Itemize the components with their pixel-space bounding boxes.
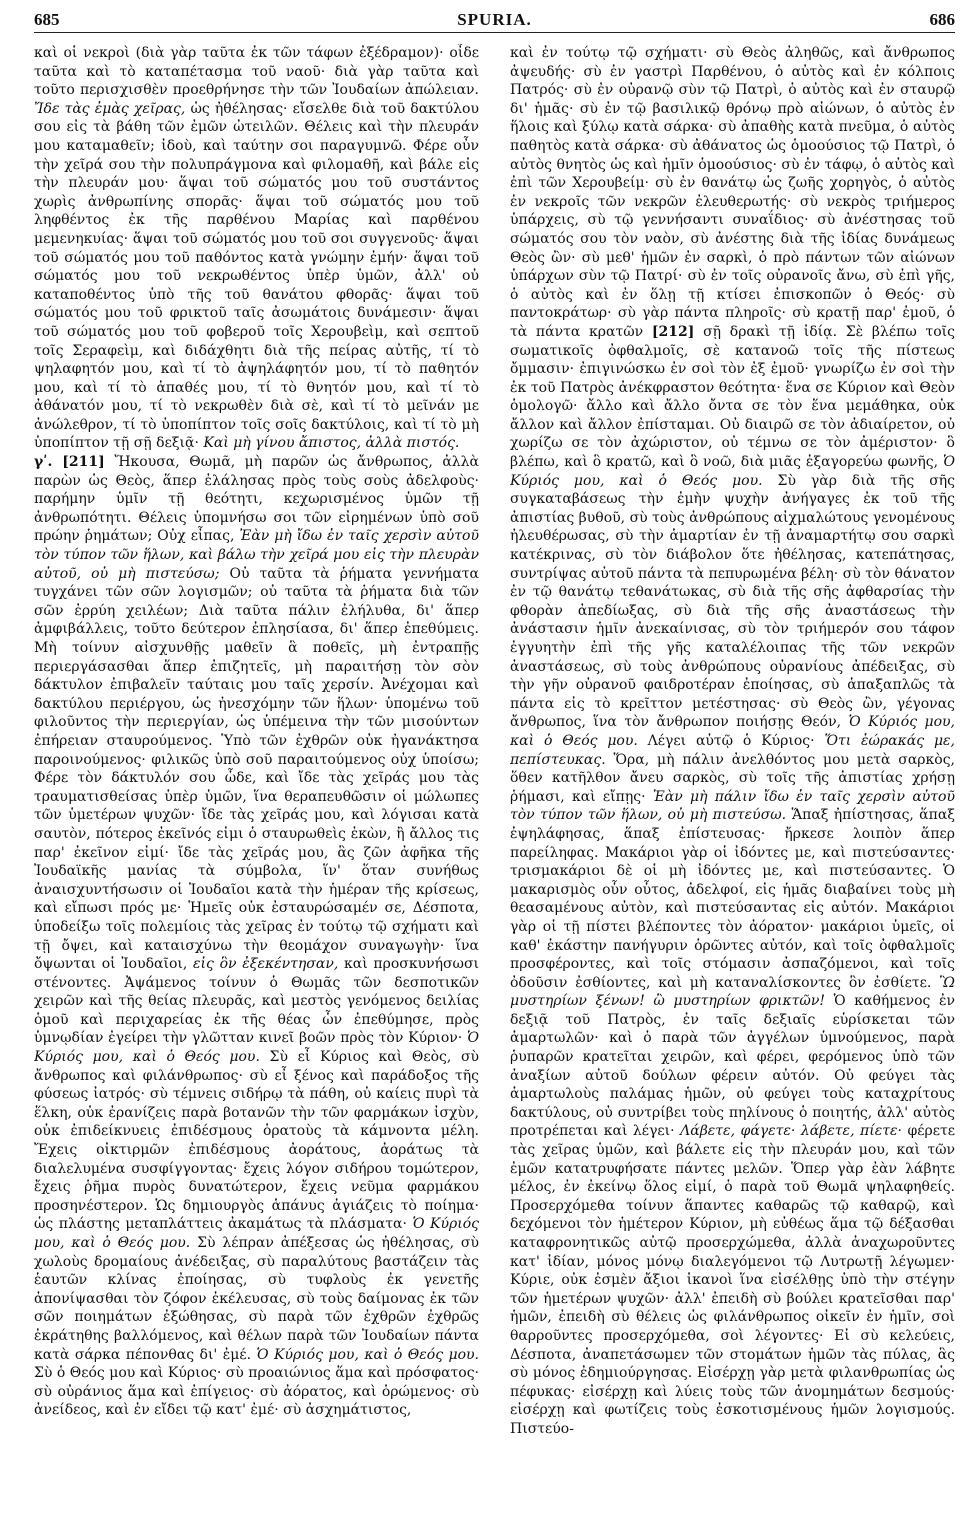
paragraph — [34, 44, 479, 453]
scripture-quote: Ὢ μυστηρίων ξένων! ὢ μυστηρίων φρικτῶν! — [510, 974, 955, 1010]
text-run: Σὺ εἶ Κύριος καὶ Θεὸς, σὺ ἄνθρωπος καὶ φιλάνθρωπος· σὺ εἶ ξένος καὶ παράδοξος τῆς φύσεως ἰατρός· σὺ τέμνεις σιδήρῳ τὰ πάθη, οὐ καίεις πυρὶ τὰ ἕλκη, οὐκ ἐρανίζεις παρὰ βοτανῶν τὴν τῶν φαρμάκων ἰσχὺν, οὐκ ἐπιδείκνυεις ἐπιδέσμους ὁρατοὺς τὰ κάμνοντα μέλη. Ἔχεις οἰκτιρμῶν ἐπιδέσμους ἀοράτους, ἀοράτως τὰ διαλελυμένα συσφίγγοντας· ἔχεις λόγον σιδήρου τομώτερον, ἔχεις ῥῆμα πυρὸς δυνατώτερον, ἔχεις νεῦμα φαρμάκου προσηνέστερον. Ὡς δημιουργὸς ἁπάνυς ἀγιάζεις τὸ ποίημα· ὡς πλάστης μεταπλάττεις ἀκαμάτως τὰ πλάσματα· — [34, 1049, 479, 1233]
text-run: Λέγει αὐτῷ ὁ Κύριος· — [647, 732, 815, 749]
text-run: Ἤκουσα, Θωμᾶ, μὴ παρῶν ὡς ἄνθρωπος, ἀλλὰ παρὼν ὡς Θεὸς, ἅπερ ἐλάλησας πρὸς τοὺς σοὺς ἀδελφοὺς· παρήμην ὑμῖν τῇ θεότητι, κεχωρισμένος ὑμῶν τῇ ἀνθρωπότητι. Θέλεις ὑπομνήσω σοι τῶν εἰρημένων ὑπὸ σοῦ πρώην ῥημάτων; Οὐχ εἶπας, — [34, 454, 479, 545]
paragraph — [34, 453, 479, 1420]
scripture-quote: εἰς ὃν ἐξεκέντησαν, — [193, 956, 339, 973]
scripture-quote: Ἐὰν μὴ πάλιν ἴδω ἐν ταῖς χερσὶν αὐτοῦ τὸν τύπον τῶν ἥλων, οὐ μὴ πιστεύσω. — [510, 788, 955, 824]
text-run: Σὺ ὁ Θεός μου καὶ Κύριος· σὺ προαιώνιος ἅμα καὶ πρόσφατος· σὺ οὐράνιος ἅμα καὶ ἐπίγειος· σὺ ἀόρατος, καὶ ὁρώμενος· σὺ ἀνείδεος, καὶ ἐν εἴδει τῷ κατ' ἐμέ· σὺ ἀσχημάτιστος, — [34, 1365, 479, 1419]
text-run: Σὺ λέπραν ἀπέξεσας ὡς ἠθέλησας, σὺ χωλοὺς δρομαίους ἀνέδειξας, σὺ παραλύτους βαστάζειν τὰς ἑαυτῶν κλίνας ἐποίησας, σὺ τυφλοὺς ἐκ γενετῆς ἀπονίψασθαι τὸν ζόφον ἐκέλευσας, σὺ τοὺς δαίμονας ἐκ τῶν σῶν ποιημάτων ἐξώθησας, σὺ παρὰ τῶν ἐχθρῶν ἐχθρῶς ἐκράτηθης βαλλόμενος, καὶ θέλων παρὰ τῶν Ἰουδαίων πάντα κατὰ σάρκα πέπονθας δι' ἐμέ. — [34, 1235, 479, 1363]
left-column — [34, 44, 479, 1530]
text-run: ὡς ἠθέλησας· εἴσελθε διὰ τοῦ δακτύλου σου εἰς τὰ βάθη τῶν ἐμῶν ὠτειλῶν. Θέλεις καὶ τὴν πλευράν μου καταμαθεῖν; ἰδοὺ, καὶ ταύτην σοι παραγυμνῶ. Φέρε οὖν τὴν χεῖρά σου τὴν πολυπράγμονα καὶ φιλομαθῆ, καὶ βάλε εἰς τὴν πλευράν μου· ἅψαι τοῦ σώματός μου τοῦ συστάντος χωρὶς ἀνθρωπίνης σπορᾶς· ἅψαι τοῦ σώματός μου τοῦ ληφθέντος ἐκ τῆς παρθένου Μαρίας καὶ παρθένου μεμενηκυίας· ἅψαι τοῦ σώματός μου τοῦ σοι συγγενοῦς· ἅψαι τοῦ σώματός μου τοῦ παθόντος κατὰ γνώμην ἐμήν· ἅψαι τοῦ σώματός μου τοῦ νεκρωθέντος ὑπὲρ ὑμῶν, ἀλλ' οὐ καταποθέντος ὑπὸ τῆς τοῦ θανάτου φθορᾶς· ἅψαι τοῦ σώματός μου τοῦ φρικτοῦ ταῖς ἀσωμάτοις δυνάμεσιν· ἅψαι τοῦ σώματός μου τοῦ φοβεροῦ τοῖς Χερουβεὶμ, καὶ σεπτοῦ τοῖς Σεραφεὶμ, καὶ διδάχθητι διὰ τῆς πείρας αὐτῆς, τί τὸ ψηλαφητόν μου, καὶ τί τὸ ἀψηλάφητόν μου, τί τὸ παθητόν μου, καὶ τί τὸ ἀπαθές μου, τί τὸ θνητόν μου, καὶ τί τὸ ἀθάνατόν μου, τί τὸ νεκρωθὲν διὰ σὲ, καὶ τί τὸ μεῖνάν με ἀνώλεθρον, τί τὸ ὑποπίπτον τοῖς σοῖς δακτύλοις, καὶ τί τὸ μὴ ὑποπίπτον τῇ σῇ δεξιᾷ· — [34, 100, 479, 452]
scripture-quote: Ἐὰν μὴ ἴδω ἐν ταῖς χερσὶν αὐτοῦ τὸν τύπον τῶν ἥλων, καὶ βάλω τὴν χεῖρά μου εἰς τὴν πλευρὰν αὐτοῦ, οὐ μὴ πιστεύσω; — [34, 528, 479, 582]
right-page-number: 686 — [929, 10, 955, 29]
scripture-quote: Καὶ μὴ γίνου ἄπιστος, ἀλλὰ πιστός. — [203, 435, 460, 452]
text-run: Οὐ ταῦτα τὰ ῥήματα γεννήματα τυγχάνει τῶν σῶν λογισμῶν; οὐ ταῦτα τὰ ῥήματα διὰ τῶν σῶν ἐρρύη χειλέων; Διὰ ταῦτα πάλιν ἐλήλυθα, δι' ἅπερ ἀμφιβάλλεις, τοῦτο δεύτερον ἐπλησίασα, δι' ἅπερ ἐπεθύμεις. Μὴ τοίνυν αἰσχυνθῇς μαθεῖν ἃ ποθεῖς, μὴ ἐντραπῇς περιεργάσασθαι ἅπερ ἐπιζητεῖς, μὴ παραιτήσῃ τὸν σὸν δάκτυλον ἐπιβαλεῖν ταύταις μου ταῖς χερσίν. Ἀνέχομαι καὶ δακτύλου περιέργου, ὡς ἠνεσχόμην τῶν ἥλων· ὑπομένω τοῦ φιλοῦντος τὴν περιεργίαν, ὡς ὑπέμεινα τὴν τῶν μισούντων ἐπήρειαν σταυρούμενος. Ὑπὸ τῶν ἐχθρῶν οὐκ ἠγανάκτησα παροινούμενος· φιλικῶς ὑπὸ σοῦ παραιτούμενος οὐχ ὑποίσω; Φέρε τὸν δάκτυλόν σου ὧδε, καὶ ἴδε τὰς χεῖράς μου τὰς τραυματισθείσας ὑπὲρ ὑμῶν, ἵνα θεραπευθῶσιν οἱ μώλωπες τῶν ὑμετέρων ψυχῶν· ἴδε τὰς χεῖράς μου, καὶ λόγισαι κατὰ σαυτὸν, πότερος ἐκεῖνός εἰμι ὁ σταυρωθεὶς ἑκὼν, ἢ ἄλλος τις παρ' ἐκεῖνον εἰμί· ἴδε τὰς χεῖράς μου, ἃς ζῶν ἀφῆκα τῆς Ἰουδαϊκῆς μανίας τὰ σύμβολα, ἵν' ὅταν συνήθως ἀναισχυντήσωσιν οἱ Ἰουδαῖοι κατὰ τὴν ἡμέραν τῆς κρίσεως, καὶ εἴπωσι πρός με· Ἡμεῖς οὐκ ἐσταυρώσαμέν σε, Δέσποτα, ὑποδείξω τοῖς πολεμίοις τὰς χεῖρας ἐν τούτῳ τῷ σχήματι καὶ τῇ ὄψει, καὶ καταισχύνω τὴν θεομάχον συναγωγὴν· ἵνα ὄψωνται οἱ Ἰουδαῖοι, — [34, 565, 479, 973]
text-run: Ὅρα, μὴ πάλιν ἀνελθόντος μου μετὰ σαρκὸς, ὅθεν κατῆλθον ἄνευ σαρκὸς, σὺ τοῖς τῆς ἀπιστίας χρήσῃ ῥήμασι, καὶ εἴπῃς· — [510, 751, 955, 805]
right-column — [510, 44, 955, 1530]
scripture-quote: Ἴδε τὰς ἐμὰς χεῖρας, — [34, 100, 186, 117]
scripture-quote: Ὁ Κύριός μου, καὶ ὁ Θεός μου. — [256, 1346, 479, 1363]
text-run: καὶ ἐν τούτῳ τῷ σχήματι· σὺ Θεὸς ἀληθῶς, καὶ ἄνθρωπος ἀψευδής· σὺ ἐν γαστρὶ Παρθένου, ὁ αὐτὸς καὶ ἐν κόλποις Πατρός· σὺ ἐν οὐρανῷ σὺν τῷ Πατρὶ, ὁ αὐτὸς καὶ ἐν σταυρῷ δι' ἡμᾶς· σὺ ἐν τῷ βασιλικῷ θρόνῳ πρὸ αἰώνων, ὁ αὐτὸς ἐν ἥλοις καὶ ξύλῳ κατὰ σάρκα· σὺ ἀπαθὴς κατὰ πνεῦμα, ὁ αὐτὸς παθητὸς κατὰ σάρκα· σὺ ἀθάνατος ὡς ὁμοούσιος τῷ Πατρὶ, ὁ αὐτὸς θνητὸς ὡς καὶ ἡμῖν ὁμοούσιος· σὺ ἐν τάφῳ, ὁ αὐτὸς καὶ ἐπὶ τῶν Χερουβείμ· σὺ ἐν θανάτῳ ὡς ζωῆς χορηγὸς, ὁ αὐτὸς ἐν νεκροῖς τῶν νεκρῶν ἐλευθερωτής· σὺ νεκρὸς τριήμερος ὑπάρχεις, σὺ τῷ γεννήσαντι συναΐδιος· σὺ ἀνέστησας τοῦ σώματός σου τὸν ναὸν, σὺ ἀνέστης διὰ τῆς ἰδίας δυνάμεως Θεὸς ὢν· σὺ μεθ' ἡμῶν ἐν σαρκὶ, ὁ πρὸ πάντων τῶν αἰώνων ὑπάρχων σὺν τῷ Πατρί· σὺ ἐν τοῖς οὐρανοῖς ἄνω, σὺ ἐπὶ γῆς, ὁ αὐτὸς καὶ ἐν ὅλῃ τῇ κτίσει ἐπισκοπῶν ὁ Θεός· σὺ παντοκράτωρ· σὺ γὰρ πάντα πληροῖς· σὺ κρατῇ παρ' ἐμοῦ, ὁ τὰ πάντα κρατῶν — [510, 45, 955, 340]
scripture-quote: Ὁ Κύριός μου, καὶ ὁ Θεός μου. — [34, 1030, 479, 1066]
text-run: σῇ δρακὶ τῇ ἰδίᾳ. Σὲ βλέπω τοῖς σωματικοῖς ὀφθαλμοῖς, σὲ κατανοῶ τοῖς τῆς πίστεως ὄμμασιν· ἐπιγινώσκω ἐν σοὶ τὸν ἐξ ἐμοῦ· γνωρίζω ἐν σοὶ τὴν ἐκ τοῦ Πατρὸς ἀνέκφραστον θεότητα· ἕνα σε Κύριον καὶ Θεὸν ὁμολογῶ· ἄλλο καὶ ἄλλο ὄντα σε τὸν ἕνα μεμάθηκα, οὐκ ἄλλον καὶ ἄλλον ἐπίσταμαι. Οὐ διαιρῶ σε τὸν ἀδιαίρετον, οὐ χωρίζω σε τὸν ἀχώριστον, οὐ τέμνω σε τὸν ἀμέριστον· ὃ βλέπω, καὶ ὃ κρατῶ, καὶ ὃ νοῶ, διὰ μιᾶς ἐξαγορεύω φωνῆς, — [510, 323, 955, 471]
left-page-number: 685 — [34, 10, 60, 29]
scripture-quote: Ὁ Κύριός μου, καὶ ὁ Θεός μου. — [34, 1216, 479, 1251]
section-marker: [212] — [651, 323, 695, 340]
text-run: καὶ προσκυνήσωσι στένοντες. Ἀψάμενος τοίνυν ὁ Θωμᾶς τῶν δεσποτικῶν χειρῶν καὶ τῆς θείας πλευρᾶς, καὶ μεστὸς γενόμενος δειλίας ὁμοῦ καὶ περιχαρείας ἐκ τῆς θέας ὧν ἐπεθύμησε, πρὸς ὑμνῳδίαν ἐγείρει τὴν γλῶτταν κινεῖ βοῶν πρὸς τὸν Κύριον· — [34, 956, 479, 1047]
scripture-quote: Λάβετε, φάγετε· λάβετε, πίετε· — [680, 1123, 902, 1140]
paragraph — [510, 44, 955, 1439]
running-header — [34, 8, 955, 33]
scripture-quote: Ὁ Κύριός μου, καὶ ὁ Θεός μου. — [510, 714, 955, 749]
text-run: Σὺ γὰρ διὰ τῆς σῆς συγκαταβάσεως τὴν ἐμὴν ψυχὴν ἀνήγαγες ἐκ τοῦ τῆς ἀπιστίας βυθοῦ, σὺ τοὺς ἀνθρώπους αἰχμαλώτους γενομένους ἠλευθέρωσας, σὺ τὴν ἁμαρτίαν ἐν τῇ ἀναμαρτήτῳ σου σαρκὶ κατέκρινας, σὺ τὸν διάβολον ὅτε ἠθέλησας, κατεπάτησας, συντρίψας αὐτοῦ πάντα τὰ πεπυρωμένα βέλη· σὺ τὸν θάνατον ἐν τῷ θανάτῳ τεθανάτωκας, σὺ διὰ τῆς σῆς ἀφθαρσίας τὴν φθορὰν ἀπεδίωξας, σὺ διὰ τῆς σῆς ἀναστάσεως τὴν ἀνάστασιν ἡμῖν ἀνεκαίνισας, σὺ τὸν τριήμερόν σου τάφον ἐγγυητὴν ἐπὶ τῆς γῆς καταλέλοιπας τῆς τῶν νεκρῶν ἀναστάσεως, σὺ τοὺς ἀνθρώπους οὐρανίους ἀπέδειξας, σὺ τὴν γῆν οὐρανοῦ φαιδροτέραν ἐποίησας, σὺ ἁπαξαπλῶς τὰ πάντα εἰς τὸ κρεῖττον μετέστησας· σὺ Θεὸς ὢν, γέγονας ἄνθρωπος, ἵνα τὸν ἄνθρωπον ποιήσῃς Θεόν, — [510, 472, 955, 731]
scripture-quote: Ὅτι ἑώρακάς με, πεπίστευκας. — [510, 732, 955, 768]
running-title: SPURIA. — [457, 10, 532, 29]
text-run: καὶ οἱ νεκροὶ (διὰ γὰρ ταῦτα ἐκ τῶν τάφων ἐξέδραμον)· οἶδε ταῦτα καὶ τὸ καταπέτασμα τοῦ ναοῦ· διὰ γὰρ ταῦτα καὶ τοῦτο περισχισθὲν προεθρήνησε τὴν τῶν Ἰουδαίων ἀπώλειαν. — [34, 45, 479, 99]
section-marker: γʹ. [211] — [34, 454, 105, 471]
text-run: Ὁ καθήμενος ἐν δεξιᾷ τοῦ Πατρὸς, ἐν ταῖς δεξιαῖς εὑρίσκεται τῶν ἁμαρτωλῶν· καὶ ὁ παρὰ τῶν ἀγγέλων ὑμνούμενος, παρὰ ῥυπαρῶν κρατεῖται χειρῶν, καὶ φέρει, φερόμενος ὑπὸ τῶν ἀναξίων αὐτοῦ δούλων φέρειν αὐτόν. Οὐ φεύγει τὰς ἁμαρτωλοὺς παλάμας ἡμῶν, οὐ φεύγει τοὺς καταχρίτους δακτύλους, οὐ συντρίβει τοὺς πηλίνους ὁ ποιητής, ἀλλ' αὐτὸς προτρέπεται καὶ λέγει· — [510, 993, 955, 1140]
text-run: φέρετε τὰς χεῖρας ὑμῶν, καὶ βάλετε εἰς τὴν πλευράν μου, καὶ τῶν ἐμῶν κατατρυφήσατε πάντες μελῶν. Ὅπερ γὰρ ἐὰν λάβητε μέλος, ἐν ἐκείνῳ ὅλος εἰμί, ὁ παρὰ τοῦ Θωμᾶ ψηλαφηθείς. Προσερχόμεθα τοίνυν ἅπαντες καθαρῶς τῷ καθαρῷ, καὶ δεχόμενοι τὸν ἡμέτερον Κύριον, μὴ εὐθέως ἅμα τῷ δέξασθαι καταφρονητικῶς αὐτῷ προσερχώμεθα, ἀλλὰ ἀναχωροῦντες κατ' ἰδίαν, μόνος μόνῳ διαλεγόμενοι τῷ Λυτρωτῇ λέγωμεν· Κύριε, οὐκ ἐσμὲν ἄξιοι ἱκανοὶ ἵνα εἰσέλθῃς ὑπὸ τὴν στέγην τῶν ἡμετέρων ψυχῶν· ἀλλ' ἐπειδὴ σὺ βούλει κρατεῖσθαι παρ' ἡμῶν, ἐπειδὴ σὺ θέλεις ὡς φιλάνθρωπος οἰκεῖν ἐν ἡμῖν, σοὶ θαρροῦντες προσερχόμεθα, σοὶ λέγοντες· Εἰ σὺ κελεύεις, Δέσποτα, ἀναπετάσωμεν τῶν στομάτων ἡμῶν τὰς πύλας, ἃς σὺ μόνος ἐδημιούργησας. Εἰσέρχῃ γὰρ μετὰ φιλανθρωπίας ὡς πέφυκας· εἰσέρχῃ καὶ λύεις τοὺς τῶν ἀνομημάτων δεσμούς· εἰσέρχῃ καὶ φωτίζεις τοὺς ἐσκοτισμένους ἡμῶν λογισμούς. Πιστεύο- — [510, 1123, 955, 1437]
scripture-quote: Ὁ Κύριός μου, καὶ ὁ Θεός μου. — [510, 454, 955, 489]
text-run: Ἅπαξ ἠπίστησας, ἅπαξ ἐψηλάφησας, ἅπαξ ἐπίστευσας· ἤρκεσε λοιπὸν ἅπερ παρείληφας. Μακάριοι γὰρ οἱ ἰδόντες με, καὶ πιστεύσαντες· τρισμακάριοι δὲ οἱ μὴ ἰδόντες με, καὶ πιστεύσαντες. Ὁ μακαρισμὸς οὗν οὗτος, ἀδελφοί, εἰς ἡμᾶς διαβαίνει τοὺς μὴ θεασαμένους αὐτὸν, καὶ πιστεύσαντας εἰς αὐτόν. Μακάριοι γὰρ οἱ τῇ πίστει βλέποντες τὸν ἀόρατον· μακάριοι ὑμεῖς, οἱ καθ' ἑκάστην πανήγυριν ὁρῶντες αὐτόν, καὶ τοῖς ὀφθαλμοῖς προσφέροντες, καὶ τοῖς στόμασιν ἀσπαζόμενοι, καὶ τοῖς ὀδοῦσιν ἐσθίοντες, καὶ μὴ καταναλίσκοντες ὃν ἐσθίετε. — [510, 807, 955, 991]
text-columns — [34, 44, 955, 1532]
